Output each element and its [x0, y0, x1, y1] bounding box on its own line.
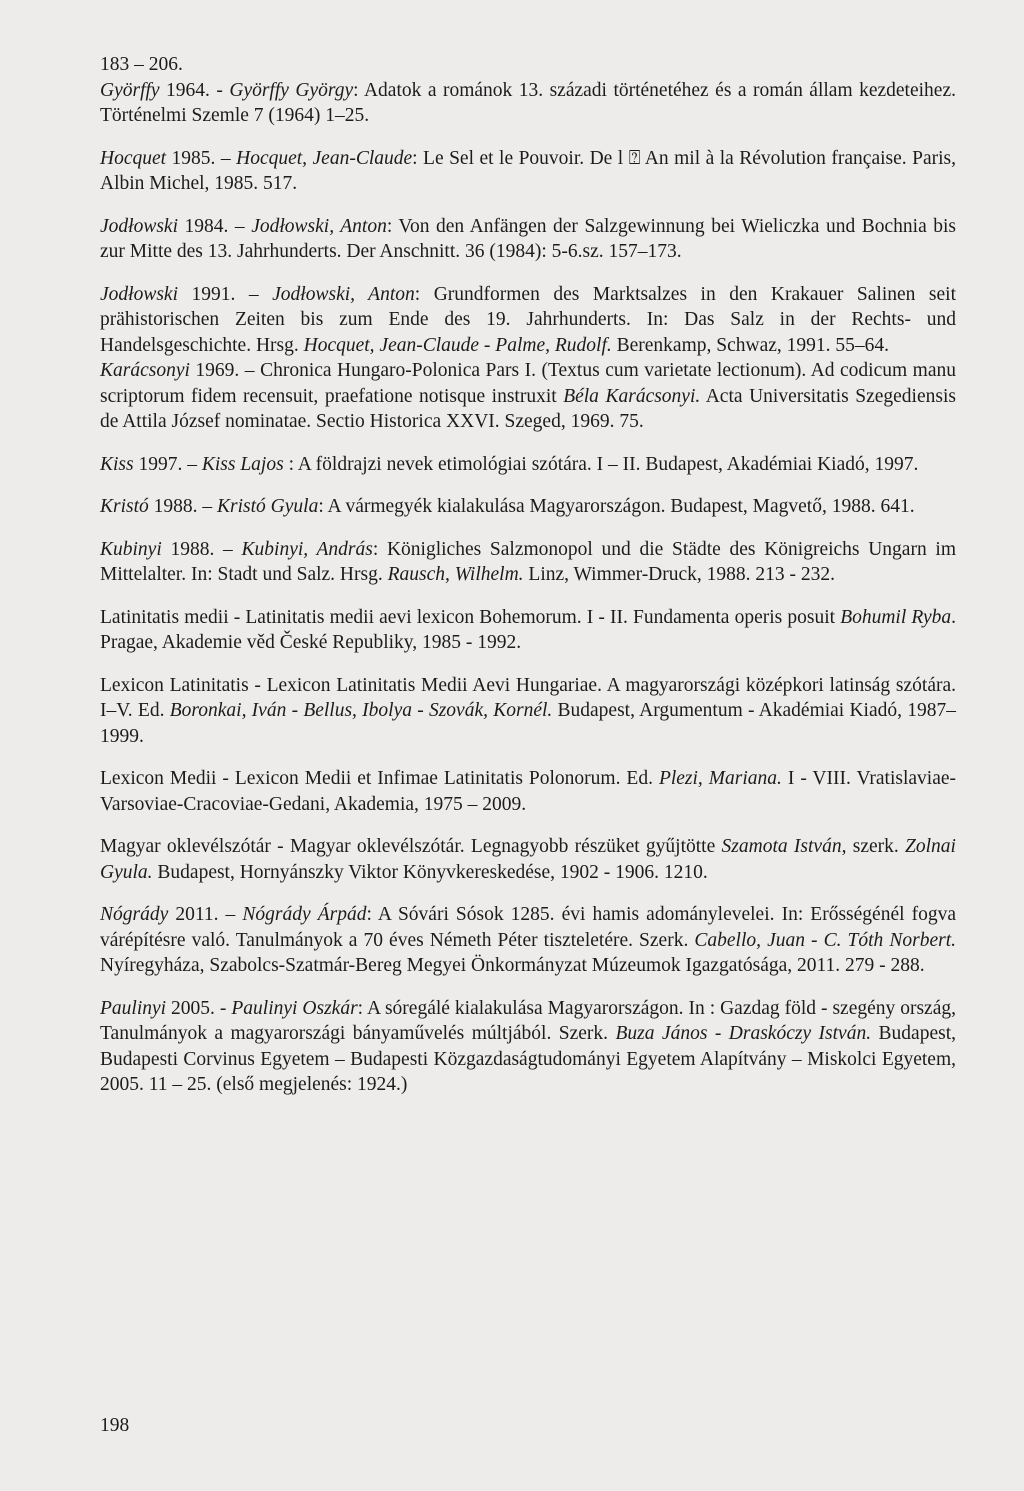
italic-segment: Szamota István	[721, 836, 842, 857]
italic-segment: Rausch, Wilhelm.	[387, 564, 524, 585]
italic-segment: Bohumil Ryba	[840, 606, 952, 628]
entry-line	[100, 78, 956, 129]
text-segment: Berenkamp, Schwaz, 1991. 55–64.	[611, 334, 890, 356]
text-segment: : A földrajzi nevek etimológiai szótára. I – II. Budapest, Akadémiai Kiadó, 1997.	[283, 453, 919, 475]
bibliography-entry	[100, 282, 956, 359]
bibliography-entry	[100, 605, 956, 656]
text-segment: Magyar oklevélszótár - Magyar oklevélszótár. Legnagyobb részüket gyűjtötte	[100, 836, 722, 857]
text-segment: Budapest, Argumentum - Akadémiai Kiadó, 1987–1999.	[100, 700, 956, 747]
bibliography-list	[100, 52, 956, 1098]
italic-segment: Györffy	[100, 79, 160, 101]
text-segment: 1984. –	[178, 215, 252, 237]
italic-segment: Kiss Lajos	[201, 453, 284, 475]
entry-line	[100, 146, 956, 197]
text-segment: : A Sóvári Sósok 1285. évi hamis adománylevelei. In: Erősségénél fogva várépítésre való. Tanulmányok a 70 éves Németh Péter tiszteletére. Szerk.	[100, 904, 956, 951]
bibliography-entry	[100, 996, 956, 1098]
entry-line	[100, 358, 956, 435]
entry-line	[100, 452, 956, 478]
italic-segment: Nógrády Árpád	[242, 904, 367, 925]
bibliography-entry	[100, 146, 956, 197]
bibliography-entry	[100, 214, 956, 265]
bibliography-entry	[100, 834, 956, 885]
bibliography-entry	[100, 537, 956, 588]
text-segment: Linz, Wimmer-Druck, 1988. 213 - 232.	[523, 564, 836, 585]
text-segment: 2011. –	[168, 904, 243, 925]
text-segment: Budapest, Budapesti Corvinus Egyetem – Budapesti Közgazdaságtudományi Egyetem Alapítvány – Miskolci Egyetem, 2005. 11 – 25. (első megjelenés: 1924.)	[100, 1023, 956, 1095]
text-segment: Budapest, Hornyánszky Viktor Könyvkereskedése, 1902 - 1906. 1210.	[152, 861, 708, 883]
text-segment: Lexicon Medii - Lexicon Medii et Infimae Latinitatis Polonorum. Ed.	[100, 768, 659, 789]
italic-segment: Paulinyi Oszkár	[231, 997, 358, 1019]
text-segment: : Von den Anfängen der Salzgewinnung bei Wieliczka und Bochnia bis zur Mitte des 13. Jahrhunderts. Der Anschnitt. 36 (1984): 5-6.sz. 157–173.	[100, 215, 957, 262]
italic-segment: Cabello, Juan - C. Tóth Norbert.	[694, 929, 956, 951]
text-segment: 1988. –	[161, 538, 242, 560]
italic-segment: Buza János - Draskóczy István.	[615, 1023, 872, 1044]
text-segment: 183 – 206.	[100, 54, 183, 75]
page-number: 198	[100, 1415, 130, 1436]
bibliography-entry	[100, 673, 956, 750]
entry-line	[100, 834, 956, 885]
text-segment: Nyíregyháza, Szabolcs-Szatmár-Bereg Megyei Önkormányzat Múzeumok Igazgatósága, 2011. 279 - 288.	[100, 955, 925, 976]
italic-segment: Kiss	[100, 453, 134, 475]
bibliography-entry	[100, 52, 956, 129]
entry-line	[100, 494, 956, 520]
bibliography-entry	[100, 902, 956, 979]
bibliography-entry	[100, 452, 956, 478]
text-segment: 1969. – Chronica Hungaro-Polonica Pars I. (Textus cum varietate lectionum). Ad codicum manu scriptorum fidem recensuit, praefatione notisque instruxit	[100, 360, 956, 407]
entry-line	[100, 673, 956, 750]
entry-line	[100, 605, 956, 656]
entry-line	[100, 214, 956, 265]
text-segment: 1985. –	[166, 147, 237, 169]
text-segment: Lexicon Latinitatis - Lexicon Latinitatis Medii Aevi Hungariae. A magyarországi középkori latinság szótára. I–V. Ed.	[100, 674, 956, 721]
italic-segment: Kubinyi	[100, 538, 162, 560]
italic-segment: Boronkai, Iván - Bellus, Ibolya - Szovák, Kornél.	[169, 700, 553, 721]
italic-segment: Béla Karácsonyi.	[563, 385, 701, 407]
entry-line	[100, 537, 956, 588]
italic-segment: Hocquet, Jean-Claude	[236, 147, 413, 169]
text-segment: 1997. –	[133, 453, 202, 475]
italic-segment: Zolnai Gyula.	[100, 836, 956, 883]
italic-segment: Hocquet, Jean-Claude - Palme, Rudolf.	[303, 334, 612, 356]
text-segment: , szerk.	[841, 836, 906, 857]
italic-segment: Györffy György	[229, 79, 354, 101]
entry-line	[100, 996, 956, 1098]
text-segment: Acta Universitatis Szegediensis de Attila József nominatae. Sectio Historica XXVI. Szeged, 1969. 75.	[100, 385, 956, 432]
text-segment: : Le Sel et le Pouvoir. De l ⍰ An mil à la Révolution française. Paris, Albin Michel, 1985. 517.	[100, 147, 956, 194]
bibliography-entry	[100, 358, 956, 435]
italic-segment: Kristó	[100, 496, 149, 517]
italic-segment: Jodłowski	[100, 215, 178, 237]
text-segment: 1991. –	[178, 283, 273, 305]
bibliography-entry	[100, 766, 956, 817]
text-segment: : Königliches Salzmonopol und die Städte des Königreichs Ungarn im Mittelalter. In: Stadt und Salz. Hrsg.	[100, 538, 957, 585]
italic-segment: Kubinyi, András	[241, 538, 373, 560]
text-segment: : Adatok a románok 13. századi történetéhez és a román állam kezdeteihez. Történelmi Szemle 7 (1964) 1–25.	[100, 79, 956, 126]
text-segment: . Pragae, Akademie věd České Republiky, 1985 - 1992.	[100, 606, 956, 653]
entry-line	[100, 52, 956, 78]
entry-line	[100, 766, 956, 817]
bibliography-entry	[100, 494, 956, 520]
text-segment: : A sóregálé kialakulása Magyarországon. In : Gazdag föld - szegény ország, Tanulmányok a magyarországi bányaművelés múltjából. Szerk.	[100, 997, 956, 1044]
italic-segment: Jodłowski	[100, 283, 178, 305]
italic-segment: Jodłowski, Anton	[251, 215, 387, 237]
text-segment: : Grundformen des Marktsalzes in den Krakauer Salinen seit prähistorischen Zeiten bis zum Ende des 19. Jahrhunderts. In: Das Salz in der Rechts- und Handelsgeschichte. Hrsg.	[100, 283, 957, 356]
italic-segment: Karácsonyi	[100, 360, 190, 381]
entry-line	[100, 902, 956, 979]
text-segment: 1988. –	[148, 496, 218, 517]
italic-segment: Kristó Gyula	[217, 496, 319, 517]
italic-segment: Nógrády	[100, 904, 169, 925]
italic-segment: Hocquet	[100, 147, 167, 169]
italic-segment: Paulinyi	[100, 997, 167, 1019]
text-segment: : A vármegyék kialakulása Magyarországon. Budapest, Magvető, 1988. 641.	[318, 496, 915, 517]
text-segment: 2005. -	[166, 997, 232, 1019]
text-segment: Latinitatis medii - Latinitatis medii aevi lexicon Bohemorum. I - II. Fundamenta operis posuit	[100, 606, 841, 628]
italic-segment: Plezi, Mariana.	[658, 768, 782, 789]
text-segment: I - VIII. Vratislaviae-Varsoviae-Cracoviae-Gedani, Akademia, 1975 – 2009.	[100, 768, 957, 815]
text-segment: 1964. -	[159, 79, 230, 101]
italic-segment: Jodłowski, Anton	[272, 283, 415, 305]
entry-line	[100, 282, 956, 359]
